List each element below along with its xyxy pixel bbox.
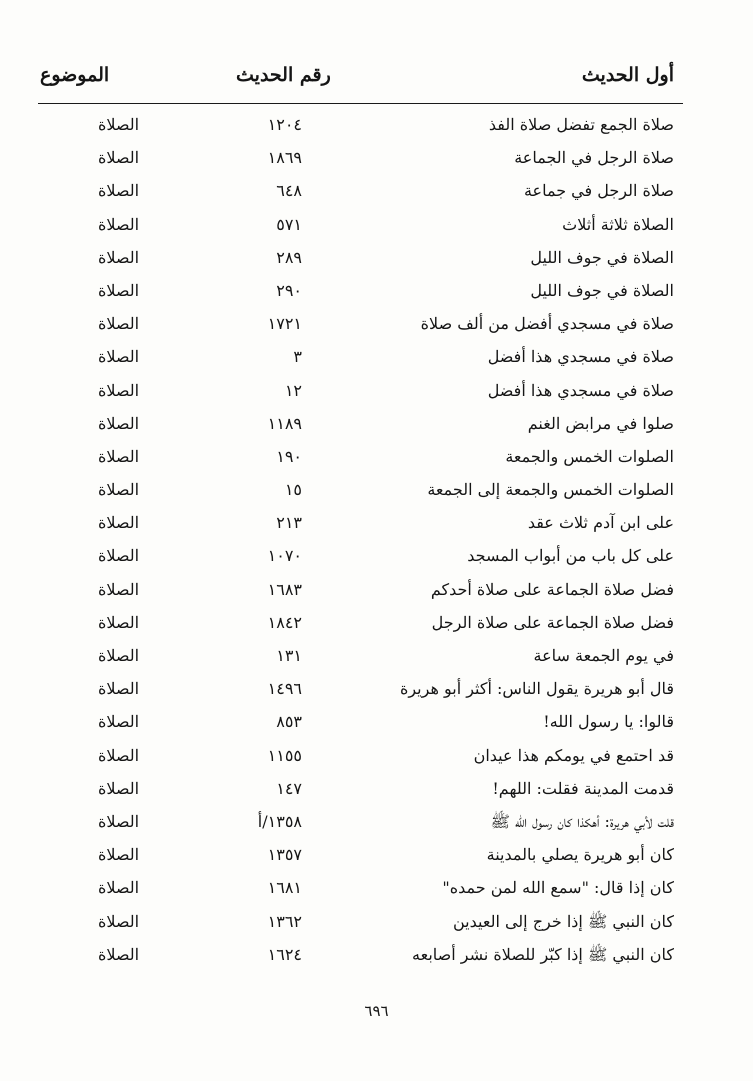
topic-text: الصلاة — [98, 612, 140, 632]
table-row — [0, 510, 753, 543]
header-hadith-start: أول الحديث — [581, 64, 674, 86]
table-row — [0, 178, 753, 211]
topic-text: الصلاة — [98, 778, 140, 798]
topic-text: الصلاة — [98, 380, 140, 400]
hadith-number: ٣ — [293, 347, 302, 367]
hadith-number: ١٤٧ — [276, 778, 302, 798]
hadith-number: ١١٥٥ — [267, 745, 302, 765]
table-row — [0, 875, 753, 908]
hadith-number: ١٣٥٨/أ — [257, 811, 302, 831]
hadith-number: ١٦٨٣ — [267, 579, 302, 599]
hadith-number: ١٥ — [284, 480, 302, 500]
hadith-start-text: صلاة الرجل في جماعة — [523, 181, 674, 201]
table-row — [0, 676, 753, 709]
hadith-number: ٢٨٩ — [276, 247, 302, 267]
table-row — [0, 278, 753, 311]
topic-text: الصلاة — [98, 280, 140, 300]
hadith-number: ١٣٦٢ — [267, 911, 302, 931]
table-row — [0, 344, 753, 377]
header-hadith-number: رقم الحديث — [236, 64, 331, 86]
table-row — [0, 610, 753, 643]
hadith-number: ٥٧١ — [276, 214, 302, 234]
hadith-start-text: قدمت المدينة فقلت: اللهم! — [492, 778, 674, 798]
topic-text: الصلاة — [98, 247, 140, 267]
hadith-start-text: كان النبي ﷺ إذا خرج إلى العيدين — [452, 911, 674, 931]
hadith-start-text: على كل باب من أبواب المسجد — [467, 546, 674, 566]
table-row — [0, 909, 753, 942]
hadith-number: ١٧٢١ — [267, 314, 302, 334]
hadith-start-text: صلاة في مسجدي أفضل من ألف صلاة — [420, 314, 674, 334]
hadith-number: ٦٤٨ — [276, 181, 302, 201]
topic-text: الصلاة — [98, 878, 140, 898]
hadith-number: ٢١٣ — [276, 513, 302, 533]
hadith-start-text: في يوم الجمعة ساعة — [533, 646, 674, 665]
table-row — [0, 477, 753, 510]
hadith-start-text: الصلاة في جوف الليل — [530, 280, 674, 300]
hadith-number: ١٨٤٢ — [267, 612, 302, 632]
table-row — [0, 709, 753, 742]
hadith-start-text: فضل صلاة الجماعة على صلاة الرجل — [431, 612, 674, 632]
hadith-number: ١٦٨١ — [267, 878, 302, 898]
hadith-number: ١٩٠ — [276, 446, 302, 466]
hadith-number: ١٣٥٧ — [267, 845, 302, 865]
topic-text: الصلاة — [98, 679, 140, 699]
hadith-number: ١٤٩٦ — [267, 679, 302, 699]
table-row — [0, 212, 753, 245]
hadith-start-text: صلاة في مسجدي هذا أفضل — [487, 380, 674, 400]
table-row — [0, 842, 753, 875]
topic-text: الصلاة — [98, 845, 140, 865]
topic-text: الصلاة — [98, 347, 140, 367]
hadith-number: ٢٩٠ — [276, 280, 302, 300]
topic-text: الصلاة — [98, 579, 140, 599]
table-row — [0, 411, 753, 444]
table-row — [0, 643, 753, 676]
table-row — [0, 809, 753, 842]
topic-text: الصلاة — [98, 911, 140, 931]
header-topic: الموضوع — [40, 64, 110, 86]
index-table — [0, 112, 753, 975]
hadith-start-text: صلاة الجمع تفضل صلاة الفذ — [488, 115, 674, 134]
topic-text: الصلاة — [98, 413, 140, 433]
hadith-start-text: صلاة في مسجدي هذا أفضل — [487, 347, 674, 367]
topic-text: الصلاة — [98, 646, 140, 665]
topic-text: الصلاة — [98, 944, 140, 964]
topic-text: الصلاة — [98, 181, 140, 201]
table-row — [0, 444, 753, 477]
hadith-start-text: الصلوات الخمس والجمعة إلى الجمعة — [427, 480, 674, 500]
topic-text: الصلاة — [98, 214, 140, 234]
topic-text: الصلاة — [98, 546, 140, 566]
hadith-start-text: الصلوات الخمس والجمعة — [505, 446, 674, 466]
hadith-start-text: قال أبو هريرة يقول الناس: أكثر أبو هريرة — [399, 679, 674, 699]
hadith-start-text: كان النبي ﷺ إذا كبّر للصلاة نشر أصابعه — [412, 944, 674, 964]
topic-text: الصلاة — [98, 513, 140, 533]
table-row — [0, 378, 753, 411]
table-row — [0, 145, 753, 178]
hadith-number: ١٠٧٠ — [267, 546, 302, 566]
topic-text: الصلاة — [98, 446, 140, 466]
hadith-number: ١٢ — [284, 380, 302, 400]
hadith-number: ١٨٦٩ — [267, 148, 302, 168]
hadith-start-text: كان أبو هريرة يصلي بالمدينة — [486, 845, 674, 865]
hadith-start-text: الصلاة ثلاثة أثلاث — [562, 214, 674, 234]
table-row — [0, 245, 753, 278]
hadith-number: ١٣١ — [276, 646, 302, 665]
table-row — [0, 776, 753, 809]
hadith-start-text: قد احتمع في يومكم هذا عيدان — [473, 745, 674, 765]
hadith-start-text: صلاة الرجل في الجماعة — [514, 148, 674, 168]
topic-text: الصلاة — [98, 115, 140, 134]
hadith-start-text: صلوا في مرابض الغنم — [527, 413, 674, 433]
hadith-start-text: على ابن آدم ثلاث عقد — [527, 513, 674, 533]
table-row — [0, 577, 753, 610]
table-row — [0, 942, 753, 975]
hadith-number: ١١٨٩ — [267, 413, 302, 433]
hadith-start-text: الصلاة في جوف الليل — [530, 247, 674, 267]
hadith-number: ٨٥٣ — [276, 712, 302, 732]
hadith-start-text: فضل صلاة الجماعة على صلاة أحدكم — [430, 579, 674, 599]
hadith-start-text: كان إذا قال: "سمع الله لمن حمده" — [442, 878, 674, 898]
topic-text: الصلاة — [98, 712, 140, 732]
topic-text: الصلاة — [98, 314, 140, 334]
topic-text: الصلاة — [98, 745, 140, 765]
hadith-start-text: قالوا: يا رسول الله! — [543, 712, 674, 732]
table-row — [0, 112, 753, 145]
hadith-number: ١٦٢٤ — [267, 944, 302, 964]
topic-text: الصلاة — [98, 811, 140, 831]
header-rule — [38, 103, 683, 104]
page-number: ٦٩٦ — [364, 1002, 389, 1020]
table-row — [0, 743, 753, 776]
topic-text: الصلاة — [98, 148, 140, 168]
hadith-start-text: قلت لأبي هريرة: أهكذا كان رسول الله ﷺ — [490, 811, 674, 831]
hadith-number: ١٢٠٤ — [267, 115, 302, 134]
topic-text: الصلاة — [98, 480, 140, 500]
table-row — [0, 311, 753, 344]
table-row — [0, 543, 753, 576]
